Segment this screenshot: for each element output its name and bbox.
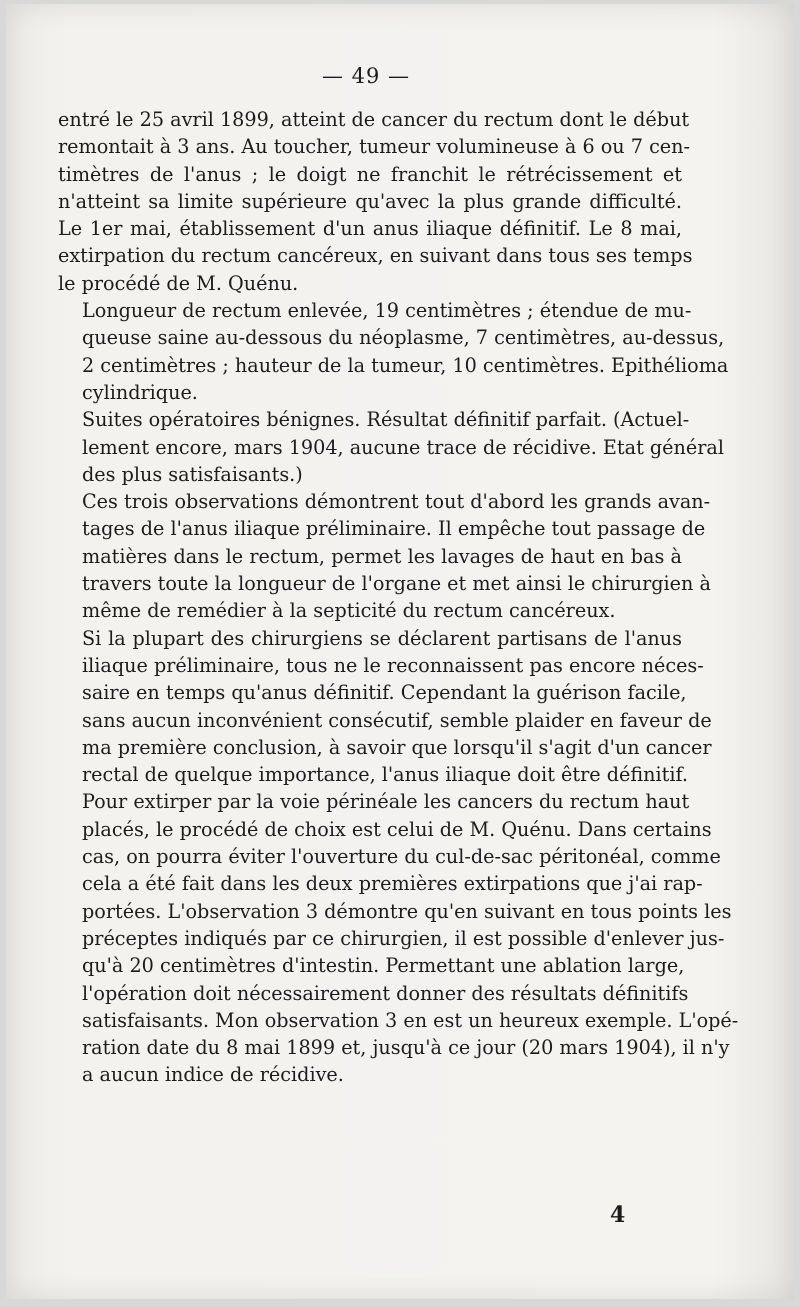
text-line: tages de l'anus iliaque préliminaire. Il empêche tout passage de xyxy=(82,517,706,541)
text-line: travers toute la longueur de l'organe et met ainsi le chirurgien à xyxy=(82,572,711,596)
text-line: matières dans le rectum, permet les lavages de haut en bas à xyxy=(82,544,682,568)
text-line: entré le 25 avril 1899, atteint de cancer du rectum dont le début xyxy=(58,108,690,131)
paragraph xyxy=(58,406,724,488)
paragraph xyxy=(58,625,712,789)
text-line: préceptes indiqués par ce chirurgien, il est possible d'enlever jus- xyxy=(82,926,725,950)
paragraph xyxy=(58,488,711,624)
text-line: placés, le procédé de choix est celui de M. Quénu. Dans certains xyxy=(82,817,712,841)
text-line: ration date du 8 mai 1899 et, jusqu'à ce jour (20 mars 1904), il n'y xyxy=(82,1036,730,1060)
text-line: le procédé de M. Quénu. xyxy=(58,271,299,295)
text-line: remontait à 3 ans. Au toucher, tumeur volumineuse à 6 ou 7 cen- xyxy=(58,135,691,159)
text-line: n'atteint sa limite supérieure qu'avec la plus grande difficulté. xyxy=(58,189,682,213)
text-line: cylindrique. xyxy=(82,380,198,404)
text-line: ma première conclusion, à savoir que lorsqu'il s'agit d'un cancer xyxy=(82,735,712,759)
text-line: Pour extirper par la voie périnéale les cancers du rectum haut xyxy=(82,790,690,814)
text-line: des plus satisfaisants.) xyxy=(82,462,303,486)
body-text xyxy=(58,106,739,1089)
paragraph xyxy=(58,106,693,297)
text-line: Suites opératoires bénignes. Résultat définitif parfait. (Actuel- xyxy=(82,408,690,432)
text-line: saire en temps qu'anus définitif. Cependant la guérison facile, xyxy=(82,681,687,705)
text-line: 2 centimètres ; hauteur de la tumeur, 10 centimètres. Epithélioma xyxy=(82,353,729,377)
page-number: — 49 — xyxy=(321,64,411,88)
text-line: Ces trois observations démontrent tout d'abord les grands avan- xyxy=(82,490,711,514)
text-line: l'opération doit nécessairement donner des résultats définitifs xyxy=(82,981,689,1005)
text-line: qu'à 20 centimètres d'intestin. Permettant une ablation large, xyxy=(82,954,685,978)
text-line: queuse saine au-dessous du néoplasme, 7 centimètres, au-dessus, xyxy=(82,326,725,350)
text-line: Longueur de rectum enlevée, 19 centimètres ; étendue de mu- xyxy=(82,299,692,323)
text-line: rectal de quelque importance, l'anus iliaque doit être définitif. xyxy=(82,763,688,787)
text-line: même de remédier à la septicité du rectum cancéreux. xyxy=(82,599,616,623)
text-line: portées. L'observation 3 démontre qu'en suivant en tous points les xyxy=(82,899,732,923)
text-line: Le 1er mai, établissement d'un anus iliaque définitif. Le 8 mai, xyxy=(58,217,682,241)
text-line: Si la plupart des chirurgiens se déclarent partisans de l'anus xyxy=(82,626,682,650)
text-line: sans aucun inconvénient consécutif, semble plaider en faveur de xyxy=(82,708,712,732)
document-page xyxy=(6,4,794,1299)
paragraph xyxy=(58,297,729,406)
text-line: extirpation du rectum cancéreux, en suivant dans tous ses temps xyxy=(58,244,693,268)
text-line: timètres de l'anus ; le doigt ne franchit le rétrécissement et xyxy=(58,162,682,186)
text-line: cela a été fait dans les deux premières extirpations que j'ai rap- xyxy=(82,872,703,896)
text-line: satisfaisants. Mon observation 3 en est un heureux exemple. L'opé- xyxy=(82,1008,739,1032)
text-line: a aucun indice de récidive. xyxy=(82,1063,344,1087)
signature-mark: 4 xyxy=(610,1202,626,1228)
paragraph xyxy=(58,788,739,1088)
text-line: iliaque préliminaire, tous ne le reconnaissent pas encore néces- xyxy=(82,653,704,677)
text-line: cas, on pourra éviter l'ouverture du cul-de-sac péritonéal, comme xyxy=(82,845,721,869)
text-line: lement encore, mars 1904, aucune trace de récidive. Etat général xyxy=(82,435,724,459)
